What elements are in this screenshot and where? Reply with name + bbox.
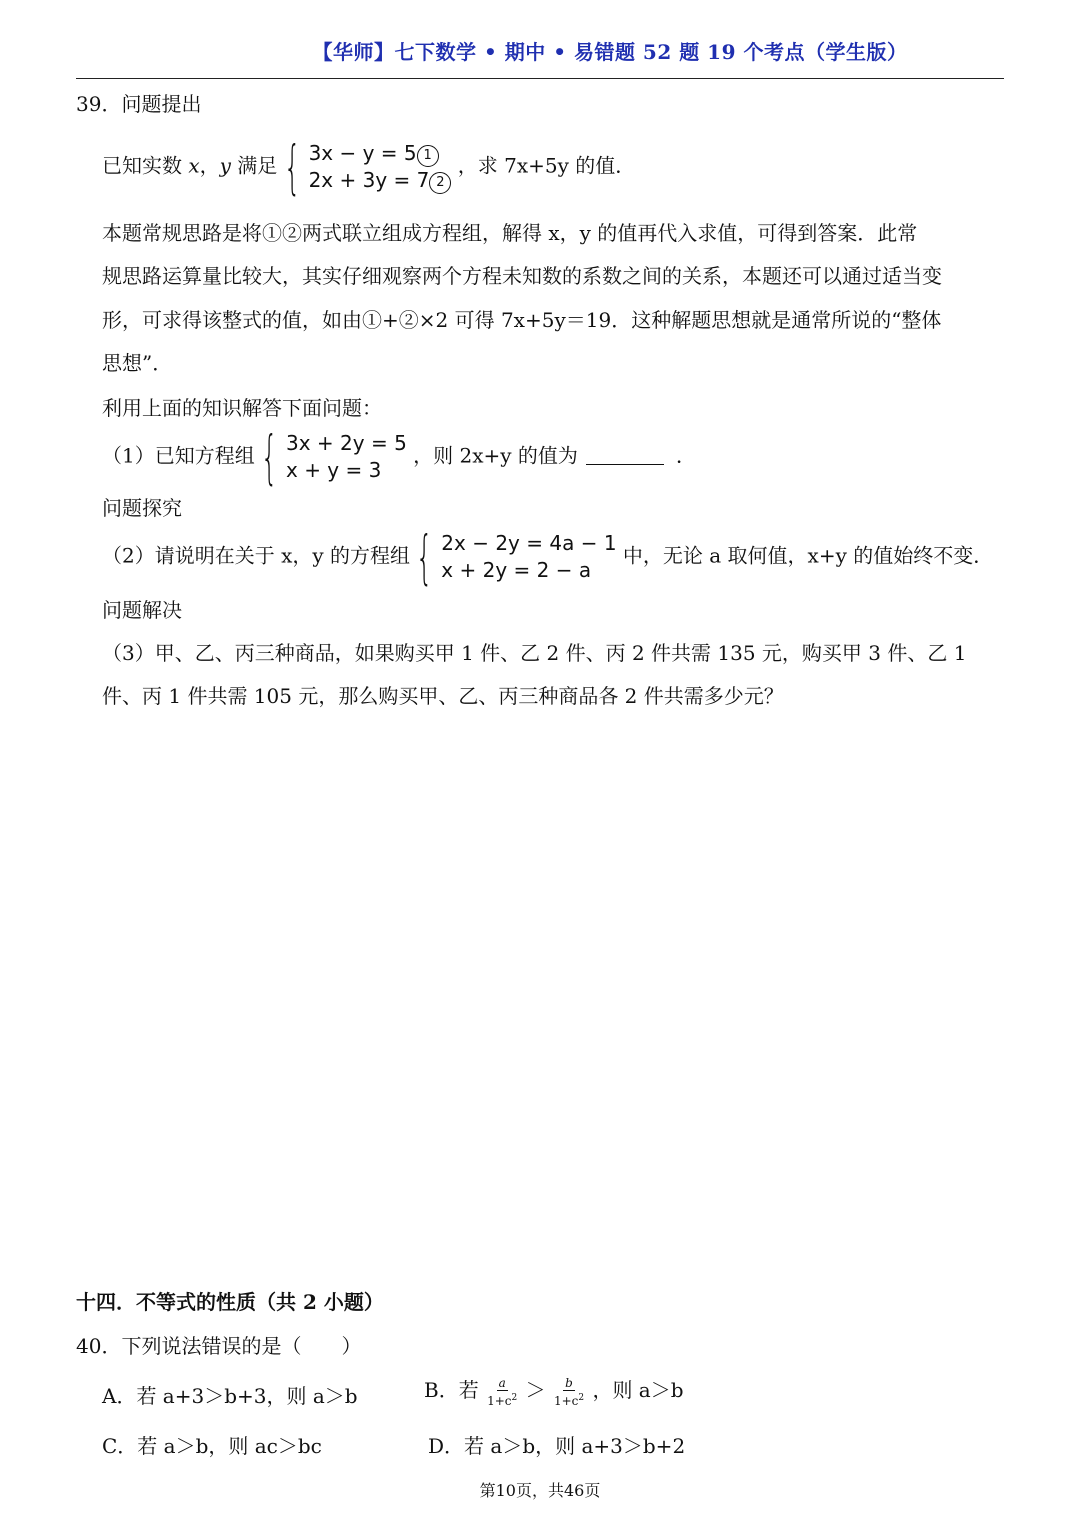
question-39-heading: 39．问题提出	[76, 92, 202, 116]
option-d: D．若 a＞b，则 a+3＞b+2	[428, 1434, 686, 1458]
circle-mark-2: 2	[429, 172, 451, 194]
equation-system-2: { 3x + 2y = 5 x + y = 3	[261, 423, 407, 491]
sys2-eq1: 3x + 2y = 5	[286, 431, 407, 455]
sys3-eq2: x + 2y = 2 − a	[441, 558, 592, 582]
fraction-a: $\frac{a}{1+c^2}$	[487, 1375, 518, 1408]
question-40-stem: 40．下列说法错误的是（ ）	[76, 1334, 362, 1358]
circle-mark-1: 1	[417, 145, 439, 167]
section-solve-heading: 问题解决	[102, 598, 182, 622]
equation-system-1: { 3x − y = 5 1 2x + 3y = 7 2	[284, 138, 452, 196]
sys2-eq2: x + y = 3	[286, 458, 382, 482]
answer-blank	[586, 446, 664, 465]
q39-paragraph-line-1: 本题常规思路是将①②两式联立组成方程组，解得 x，y 的值再代入求值，可得到答案．此常	[102, 221, 918, 245]
q39-paragraph-line-4: 思想”．	[102, 351, 173, 375]
option-a: A．若 a+3＞b+3，则 a＞b	[102, 1384, 358, 1408]
q39-part-3-line-2: 件、丙 1 件共需 105 元，那么购买甲、乙、丙三种商品各 2 件共需多少元？	[102, 684, 784, 708]
page-header-title: 【华师】七下数学 • 期中 • 易错题 52 题 19 个考点（学生版）	[312, 40, 908, 64]
q39-part-2: （2）请说明在关于 x，y 的方程组 { 2x − 2y = 4a − 1 x + 2y = 2 − a 中，无论 a 取何值，x+y 的值始终不变．	[102, 523, 994, 591]
sys1-eq2: 2x + 3y = 7	[308, 168, 430, 192]
sys1-eq1: 3x − y = 5	[308, 141, 417, 165]
sys3-eq1: 2x − 2y = 4a − 1	[441, 531, 617, 555]
section-explore-heading: 问题探究	[102, 496, 182, 520]
q39-part-3-line-1: （3）甲、乙、丙三种商品，如果购买甲 1 件、乙 2 件、丙 2 件共需 135 元，购买甲 3 件、乙 1	[102, 641, 967, 665]
page-footer: 第10页，共46页	[479, 1481, 601, 1500]
section-14-title: 十四．不等式的性质（共 2 小题）	[76, 1290, 384, 1314]
q39-instruction: 利用上面的知识解答下面问题：	[102, 396, 382, 420]
q39-paragraph-line-2: 规思路运算量比较大，其实仔细观察两个方程未知数的系数之间的关系，本题还可以通过适当变	[102, 264, 942, 288]
q39-part-1: （1）已知方程组 { 3x + 2y = 5 x + y = 3 ，则 2x+y 的值为 ．	[102, 423, 696, 491]
q39-paragraph-line-3: 形，可求得该整式的值，如由①+②×2 可得 7x+5y＝19．这种解题思想就是通常所说的“整体	[102, 308, 942, 332]
q39-intro: 已知实数 x，y 满足 { 3x − y = 5 1 2x + 3y = 7 2 ，求 7x+5y 的值．	[102, 133, 636, 201]
equation-system-3: { 2x − 2y = 4a − 1 x + 2y = 2 − a	[416, 523, 617, 591]
option-b: B．若 $\frac{a}{1+c^2}$ ＞ $\frac{b}{1+c^2}$ ，则 a＞b	[424, 1375, 684, 1408]
option-c: C．若 a＞b，则 ac＞bc	[102, 1434, 322, 1458]
header-divider	[76, 78, 1004, 79]
fraction-b: $\frac{b}{1+c^2}$	[553, 1375, 585, 1408]
